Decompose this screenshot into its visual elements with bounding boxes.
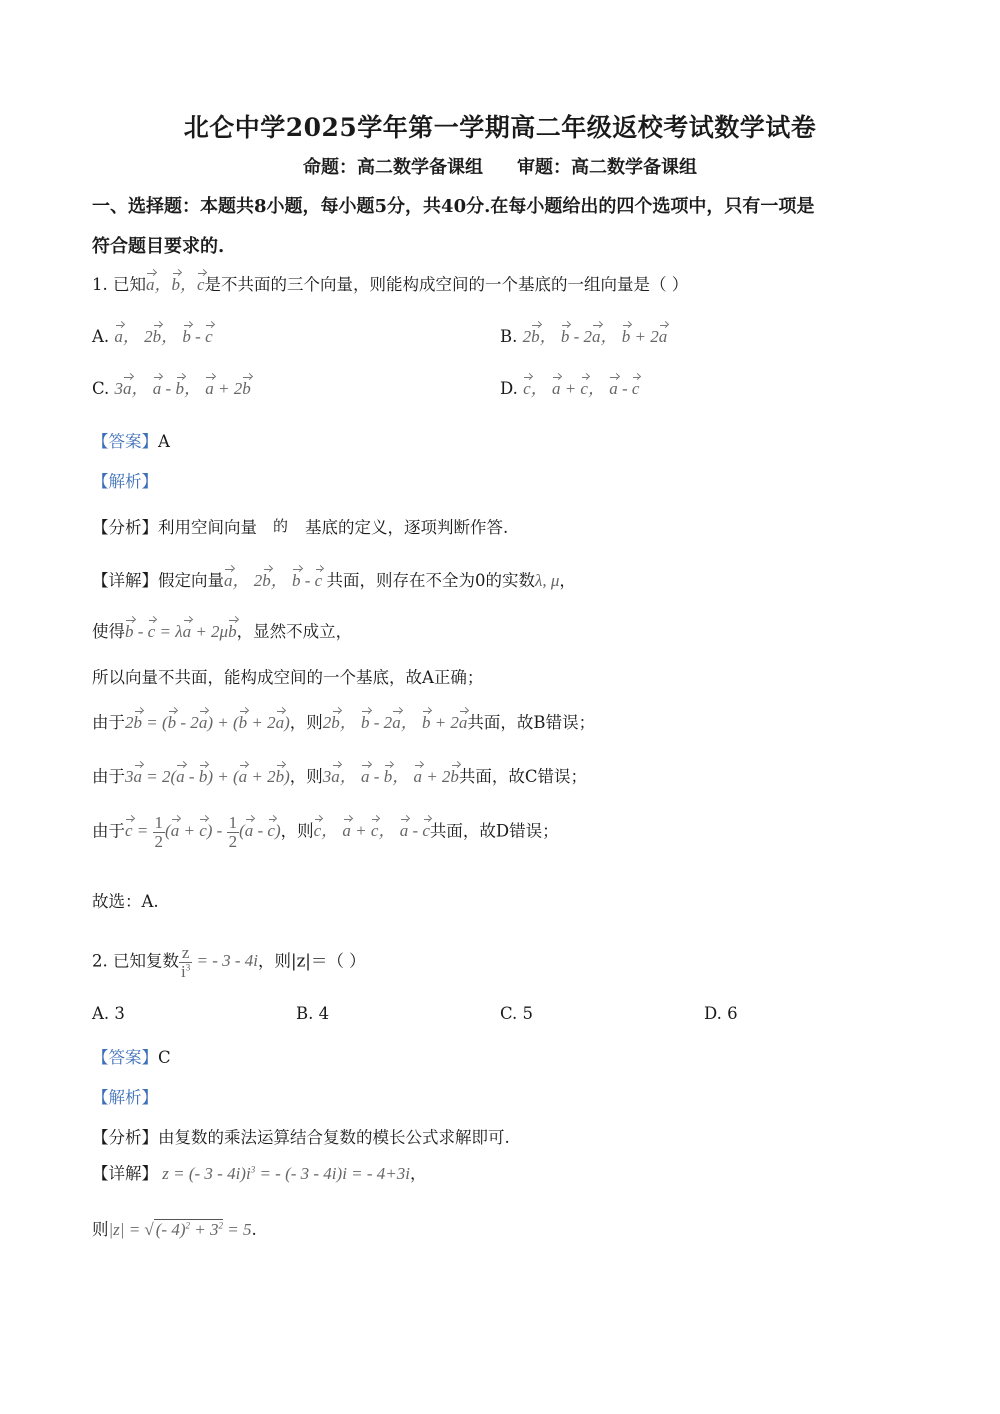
xj-text: 错误；: [509, 821, 559, 841]
section-heading-line2: 符合题目要求的.: [92, 236, 225, 257]
q2-xiangjie-line1: 【详解】 z = (- $3 - 4i)i^3$ = - (- 3 - 4i)i = - 4+3i，: [92, 1164, 427, 1183]
xj-text: 则: [92, 1220, 109, 1239]
q2-prefix: 2. 已知复数: [92, 951, 179, 971]
option-c-math: 3a， a - b， a + 2b: [114, 379, 251, 398]
q1-xiangjie-line5: [92, 762, 587, 787]
option-d-math: c， a + c， a - c: [523, 379, 640, 398]
reviewer-line: 审题：高二数学备课组: [517, 157, 697, 178]
xj-text: 共面，故: [429, 821, 496, 841]
fenxi-de: 的: [273, 517, 289, 535]
lambda-mu-math: λ, μ: [534, 571, 560, 590]
xj-text: 正确；: [433, 668, 484, 687]
q1-stem: [92, 270, 688, 295]
fenxi-text: 由复数的乘法运算结合复数的模长公式求解即可.: [158, 1128, 510, 1147]
xj-text: 由于: [92, 767, 125, 786]
xj-text: 的实数: [485, 571, 535, 590]
xj-text: 共面，故: [458, 767, 525, 786]
xj-text: 共面，则存在不全为: [326, 571, 475, 590]
q1-stem-text: 是不共面的三个向量，则能构成空间的一个基底的一组向量是（ ）: [204, 275, 689, 294]
q2-option-c: C. 5: [500, 1004, 534, 1023]
option-label: A.: [92, 327, 110, 346]
option-ref: B: [533, 713, 546, 732]
xj-text: 所以向量不共面，能构成空间的一个基底，故: [92, 668, 422, 687]
fenxi-label: 【分析】: [92, 1128, 158, 1147]
zero-value: 0: [474, 571, 486, 590]
xj4-math: 2b = (b - 2a) + (b + 2a): [125, 713, 290, 732]
q2-option-d: D. 6: [704, 1004, 738, 1023]
option-b-math: 2b， b - 2a， b + 2a: [522, 327, 668, 346]
xj-text: ，则: [280, 821, 314, 841]
author-line: 命题：高二数学备课组: [303, 157, 483, 178]
answer-label: 【答案】: [92, 1048, 158, 1067]
q1-analysis-label: 【解析】: [92, 472, 158, 491]
q2-xj-math: z = (- $3 - 4i)i^3$ = - (- 3 - 4i)i = - 4+3i: [158, 1164, 410, 1183]
answer-value: A: [158, 432, 170, 451]
q1-answer: [92, 428, 170, 452]
q2-stem-tail: ，则|z|＝（ ）: [258, 951, 366, 971]
q1-option-c: [92, 374, 251, 399]
xj-text: 使得: [92, 622, 125, 641]
q1-conclusion: [92, 888, 159, 912]
q1-prefix: 1. 已知: [92, 275, 146, 294]
answer-value: C: [158, 1048, 171, 1067]
q2-modulus-math: |z| = √ (- $4)^2 + 3^2 = 5$: [108, 1220, 252, 1239]
xj-text: 由于: [92, 713, 125, 732]
q1-vectors-math: a，b，c: [146, 275, 205, 294]
xj5-math-b: 3a， a - b， a + 2b: [322, 767, 459, 786]
q1-xiangjie-line2: [92, 618, 352, 642]
xj-text: 故选：: [92, 892, 142, 911]
option-ref: C: [524, 767, 538, 786]
fenxi-text-a: 利用空间向量: [158, 518, 257, 537]
xj-text: ，显然不成立，: [236, 622, 353, 641]
xj-text: 错误；: [537, 767, 588, 786]
q2-xiangjie-line2: 则|z| = √ (- $4)^2 + 3^2 = 5$.: [92, 1220, 257, 1239]
fenxi-text-b: 基底的定义，逐项判断作答.: [305, 518, 509, 537]
option-label: C.: [92, 379, 110, 398]
q2-analysis-label: 【解析】: [92, 1088, 158, 1107]
xj6-math: c = $\frac{1}{2}$ (a + c) - $\frac{1}{2}$ (a - c): [125, 813, 281, 851]
xj6-math-b: c， a + c， a - c: [313, 821, 430, 841]
q1-xiangjie-line1: 【详解】假定向量a， 2b， b - c 共面，则存在不全为0的实数λ, μ，: [92, 571, 576, 590]
option-ref: A.: [141, 892, 159, 911]
q1-fenxi: [92, 514, 508, 538]
option-label: D.: [500, 379, 518, 398]
xj-text: 由于: [92, 821, 125, 841]
option-ref: A: [422, 668, 434, 687]
q1-option-d: [500, 374, 639, 399]
xj-text: 错误；: [545, 713, 596, 732]
q2-answer: [92, 1044, 171, 1068]
q1-option-b: [500, 322, 667, 347]
q2-fenxi: [92, 1124, 510, 1148]
xiangjie-label: 【详解】: [92, 1164, 158, 1183]
xiangjie-label: 【详解】: [92, 571, 158, 590]
xj-text: ，则: [289, 713, 323, 732]
q2-stem: [92, 944, 366, 981]
xj1-math: a， 2b， b - c: [224, 571, 323, 590]
option-a-math: a， 2b， b - c: [114, 327, 213, 346]
page-subtitle: [0, 153, 1000, 179]
xj2-math: b - c = λa + 2μb: [125, 622, 237, 641]
xj-text: 共面，故: [467, 713, 534, 732]
option-label: B.: [500, 327, 518, 346]
xj-text: ，则: [289, 767, 323, 786]
option-ref: D: [495, 821, 510, 841]
q1-option-a: [92, 322, 213, 347]
fenxi-label: 【分析】: [92, 518, 158, 537]
answer-label: 【答案】: [92, 432, 158, 451]
page-title: 北仑中学2025学年第一学期高二年级返校考试数学试卷: [183, 113, 817, 142]
q1-xiangjie-line6: [92, 814, 559, 851]
xj4-math-b: 2b， b - 2a， b + 2a: [322, 713, 468, 732]
xj5-math: 3a = 2(a - b) + (a + 2b): [125, 767, 290, 786]
q1-xiangjie-line4: [92, 708, 595, 733]
q2-math: $\frac{z}{i^3}$ = - 3 - 4i: [181, 943, 259, 981]
q2-option-a: A. 3: [92, 1004, 125, 1023]
q2-option-b: B. 4: [296, 1004, 330, 1023]
section-heading-line1: 一、选择题：本题共8小题，每小题5分，共40分.在每小题给出的四个选项中，只有一项是: [92, 196, 815, 217]
q1-xiangjie-line3: [92, 664, 483, 688]
xj-text: 假定向量: [158, 571, 224, 590]
